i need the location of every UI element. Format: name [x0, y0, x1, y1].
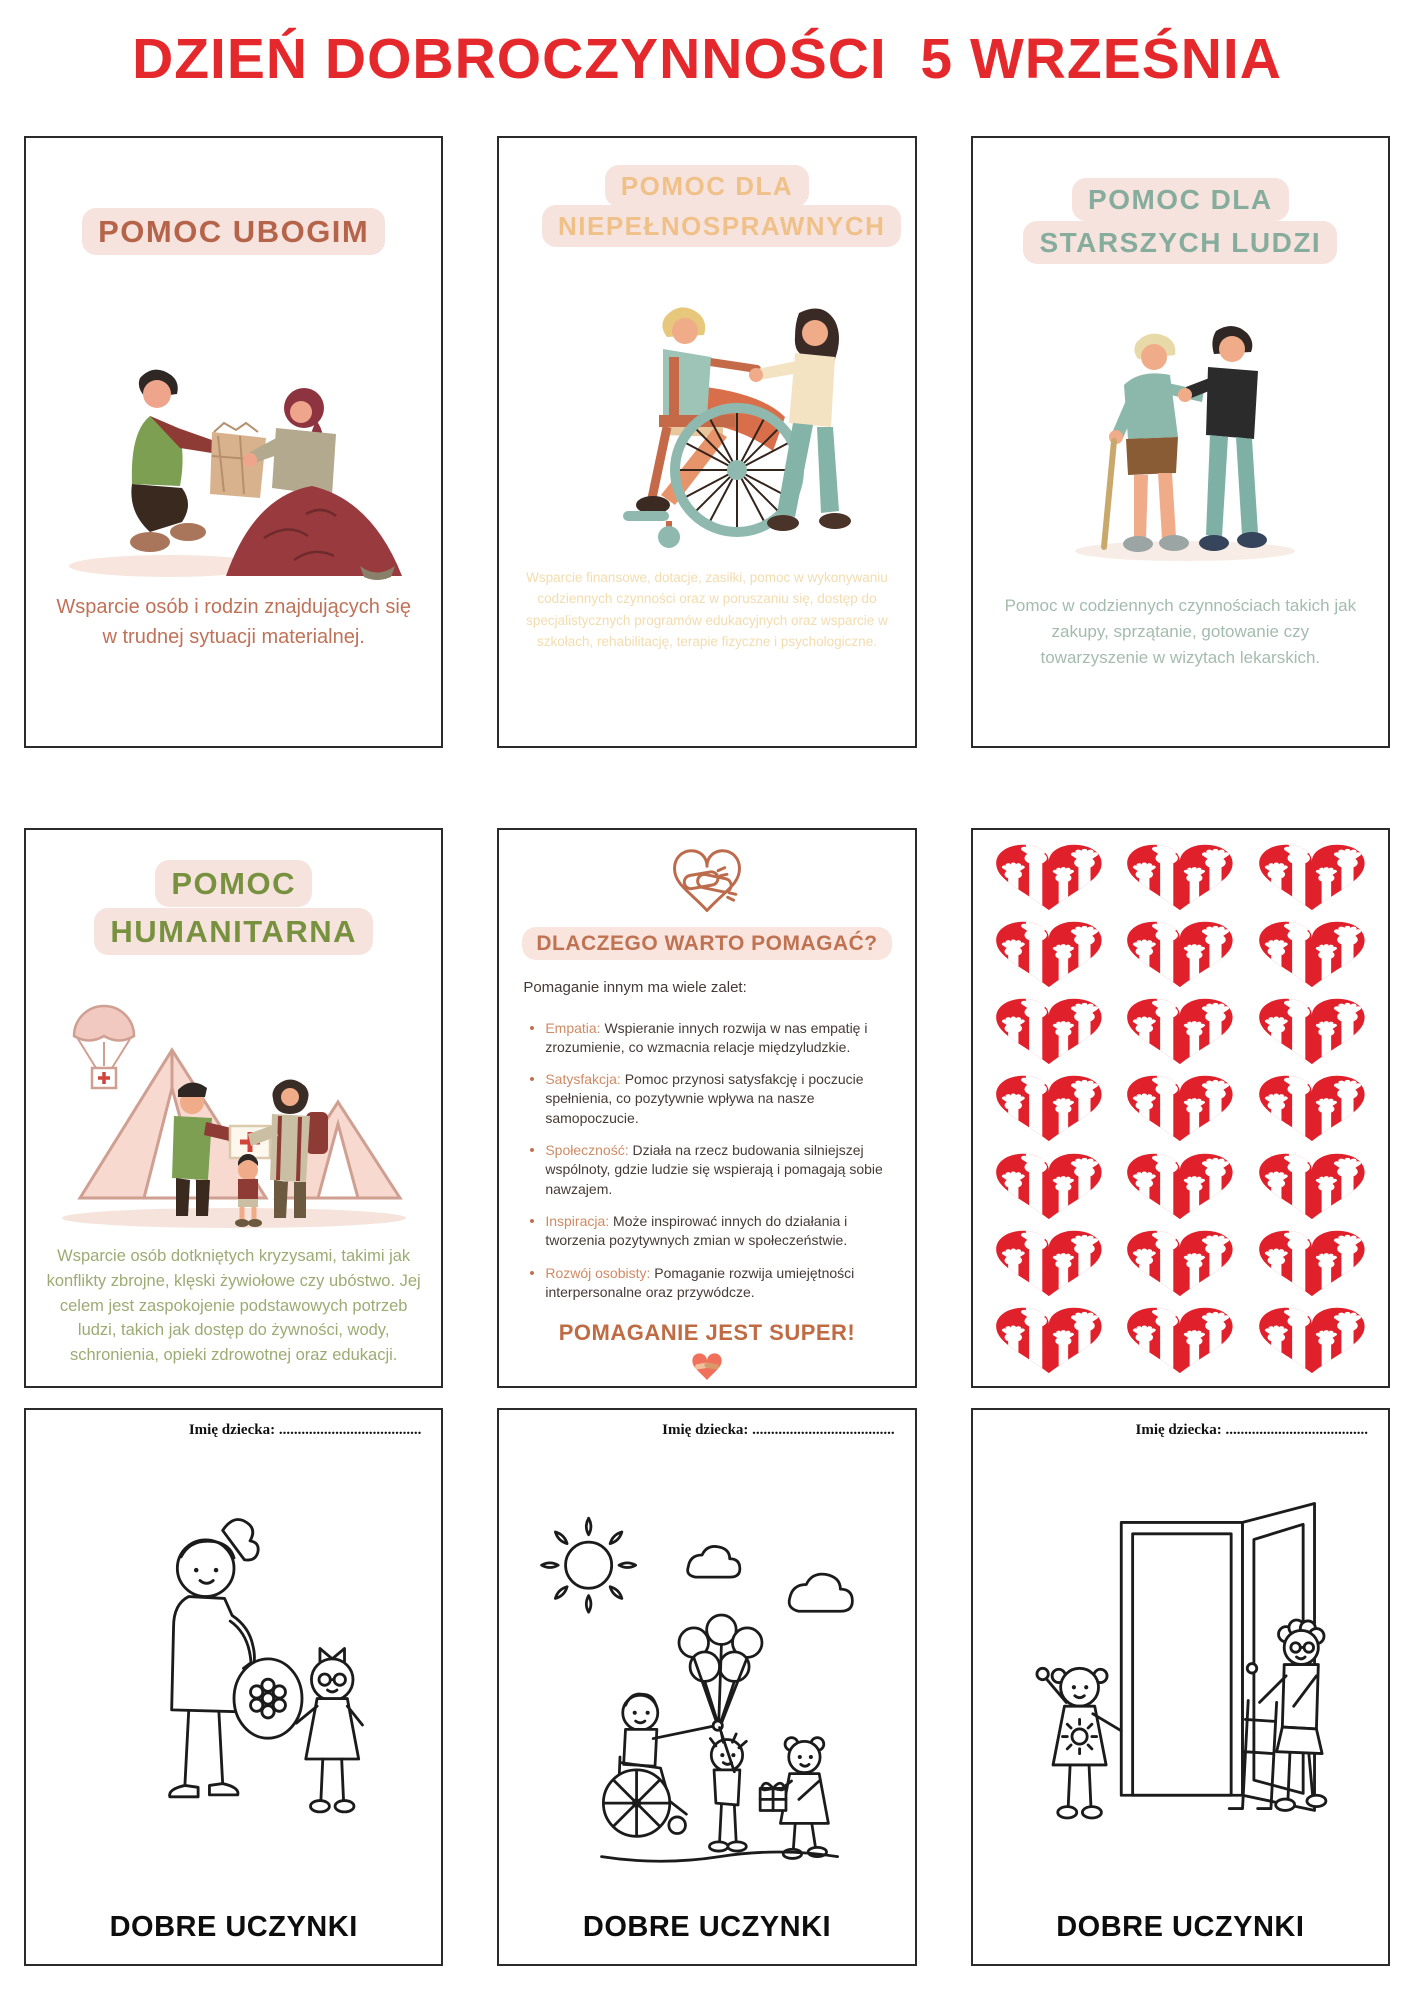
heart-hands-sticker	[1246, 992, 1378, 1069]
why-help-intro: Pomaganie innym ma wiele zalet:	[523, 978, 747, 996]
heart-hands-sticker	[983, 1069, 1115, 1146]
heart-hands-sticker	[1246, 915, 1378, 992]
coloring-scene-girl-holding-door-for-elderly	[987, 1439, 1374, 1909]
card-pomoc-ubogim	[24, 136, 443, 748]
hands-holding-heart-icon	[521, 844, 892, 918]
heart-hands-sticker	[983, 1147, 1115, 1224]
elderly-support-illustration	[973, 265, 1388, 587]
row-3	[0, 1408, 1414, 1966]
heart-hands-sticker	[1114, 992, 1246, 1069]
card-title-niepelnosprawni: POMOC DLA NIEPEŁNOSPRAWNYCH	[542, 165, 901, 247]
card-description-niepelnosprawni: Wsparcie finansowe, dotacje, zasiłki, pomoc w wykonywaniu codziennych czynności oraz w poruszaniu się, dostęp do specjalistycznych programów edukacyjnych oraz wsparcie w szkołach, rehabilitację, terapie fizyczne i psychologiczne.	[526, 569, 888, 650]
heart-hands-sticker	[1114, 1069, 1246, 1146]
benefit-empatia: • Empatia: Wspieranie innych rozwija w nas empatię i zrozumienie, co wzmacnia relacje międzyludzkie.	[529, 1019, 892, 1058]
card-description-starsi: Pomoc w codziennych czynnościach takich jak zakupy, sprzątanie, gotowanie czy towarzyszenie w wizytach lekarskich.	[1004, 595, 1357, 668]
card-title-starsi: POMOC DLA STARSZYCH LUDZI	[1023, 178, 1337, 264]
benefits-list	[521, 1006, 892, 1303]
heart-hands-sticker	[1246, 1147, 1378, 1224]
card-pomoc-niepelnosprawnym	[497, 136, 916, 748]
coloring-footer-3: DOBRE UCZYNKI	[1056, 1911, 1305, 1943]
card-pomoc-starszym	[971, 136, 1390, 748]
heart-hands-sticker	[983, 992, 1115, 1069]
child-name-field[interactable]: Imię dziecka: ......................................	[1135, 1422, 1368, 1438]
people-sharing-food-illustration	[26, 256, 441, 586]
heart-hands-sticker	[1246, 1224, 1378, 1301]
benefit-inspiracja: • Inspiracja: Może inspirować innych do działania i tworzenia pozytywnych zmian w społeczeństwie.	[529, 1212, 892, 1251]
heart-hands-sticker	[983, 915, 1115, 992]
heart-hands-sticker	[1246, 1069, 1378, 1146]
coloring-card-balloons	[497, 1408, 916, 1966]
charity-day-poster	[0, 26, 1414, 1966]
why-help-outro: POMAGANIE JEST SUPER!	[558, 1320, 856, 1346]
coloring-card-pregnant-woman	[24, 1408, 443, 1966]
benefit-rozwoj: • Rozwój osobisty: Pomaganie rozwija umiejętności interpersonalne oraz przywódcze.	[529, 1264, 892, 1303]
heart-hands-sticker	[1114, 838, 1246, 915]
card-title-pomoc-ubogim: POMOC UBOGIM	[82, 208, 385, 255]
coloring-scene-wheelchair-boy-balloons-gift	[513, 1439, 900, 1909]
benefit-spolecznosc: • Społeczność: Działa na rzecz budowania silniejszej wspólnoty, gdzie ludzie się wspierają i pomagają sobie nawzajem.	[529, 1141, 892, 1199]
child-name-field[interactable]: Imię dziecka: ......................................	[662, 1422, 895, 1438]
coloring-scene-pregnant-woman-and-girl	[40, 1439, 427, 1909]
heart-hands-sticker	[1114, 915, 1246, 992]
heart-hands-sticker	[1246, 1301, 1378, 1378]
coloring-card-door	[971, 1408, 1390, 1966]
card-description-pomoc-ubogim: Wsparcie osób i rodzin znajdujących się w trudnej sytuacji materialnej.	[56, 596, 411, 649]
card-description-humanitarna: Wsparcie osób dotkniętych kryzysami, takimi jak konflikty zbrojne, klęski żywiołowe czy ubóstwo. Jej celem jest zaspokojenie podstawowych potrzeb ludzi, takich jak dostęp do żywności, wody, schronienia, opieki zdrowotnej oraz edukacji.	[46, 1247, 421, 1365]
heart-hands-sticker	[983, 1301, 1115, 1378]
heart-hands-sticker	[983, 838, 1115, 915]
row-1	[0, 136, 1414, 748]
why-help-title: DLACZEGO WARTO POMAGAĆ?	[522, 927, 891, 960]
sticker-grid	[983, 838, 1378, 1378]
card-title-humanitarna: POMOC HUMANITARNA	[94, 860, 373, 955]
coloring-footer-2: DOBRE UCZYNKI	[582, 1911, 832, 1943]
benefit-satysfakcja: • Satysfakcja: Pomoc przynosi satysfakcję i poczucie spełnienia, co pozytywnie wpływa na nasze samopoczucie.	[529, 1070, 892, 1128]
card-pomoc-humanitarna	[24, 828, 443, 1388]
card-dlaczego-warto-pomagac	[497, 828, 916, 1388]
coloring-footer-1: DOBRE UCZYNKI	[109, 1911, 358, 1943]
handshake-heart-icon	[521, 1350, 892, 1386]
heart-hands-sticker	[1114, 1147, 1246, 1224]
page-title: DZIEŃ DOBROCZYNNOŚCI 5 WRZEŚNIA	[132, 27, 1282, 91]
humanitarian-camp-illustration	[26, 956, 441, 1234]
heart-hands-sticker	[1246, 838, 1378, 915]
heart-hands-sticker	[1114, 1224, 1246, 1301]
child-name-field[interactable]: Imię dziecka: ......................................	[188, 1422, 422, 1438]
heart-hands-sticker	[1114, 1301, 1246, 1378]
row-2	[0, 828, 1414, 1388]
card-heart-stickers	[971, 828, 1390, 1388]
wheelchair-care-illustration	[499, 247, 914, 565]
heart-hands-sticker	[983, 1224, 1115, 1301]
